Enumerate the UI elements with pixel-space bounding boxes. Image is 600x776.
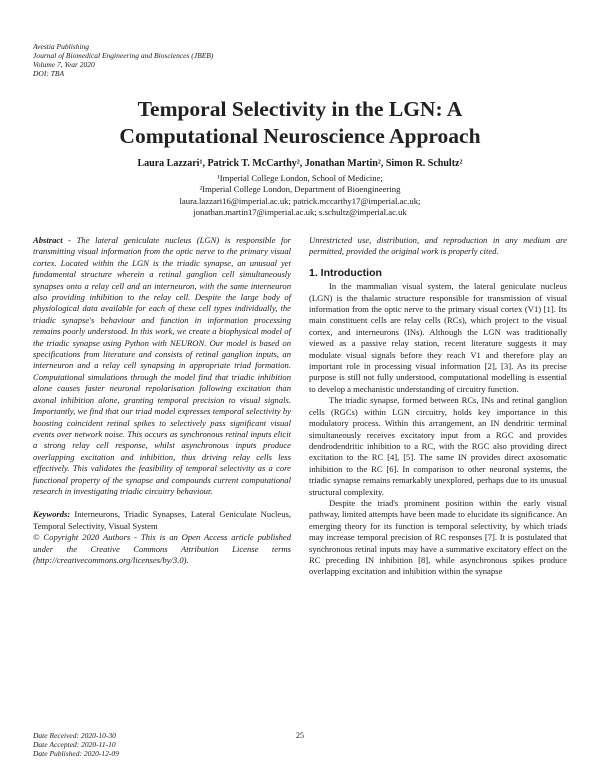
- date-accepted: Date Accepted: 2020-11-10: [33, 740, 116, 749]
- journal-header: [33, 42, 213, 78]
- paper-title: [40, 96, 560, 150]
- date-published: Date Published: 2020-12-09: [33, 749, 119, 758]
- page-number: 25: [296, 731, 304, 740]
- email-line: jonathan.martin17@imperial.ac.uk; s.schultz@imperial.ac.uk: [193, 206, 407, 217]
- copyright-notice: © Copyright 2020 Authors - This is an Open Access article published under the Creative Commons Attribution License terms (http://creativecommons.org/licenses/by/3.0).: [33, 532, 291, 565]
- left-column: [33, 235, 291, 566]
- date-received: Date Received: 2020-10-30: [33, 731, 116, 740]
- journal-name: Journal of Biomedical Engineering and Biosciences (JBEB): [33, 51, 214, 60]
- abstract: [33, 235, 291, 497]
- publisher: Avestia Publishing: [33, 42, 90, 51]
- right-column: [309, 235, 567, 578]
- keywords-text: Interneurons, Triadic Synapses, Lateral Geniculate Nucleus, Temporal Selectivity, Visual System: [33, 509, 291, 531]
- title-line-2: Computational Neuroscience Approach: [119, 124, 481, 148]
- keywords: [33, 509, 291, 532]
- affiliation-line: ²Imperial College London, Department of Bioengineering: [199, 184, 401, 195]
- title-line-1: Temporal Selectivity in the LGN: A: [137, 97, 463, 121]
- intro-paragraph: Despite the triad's prominent position within the early visual pathway, limited attempts have been made to elucidate its significance. An emerging theory for its function is temporal selectivity, by which triads may increase temporal precision of RC responses [7]. It is postulated that synchronous retinal inputs may have a summative excitatory effect on the RC preceding IN inhibition [8], while asynchronous spikes produce overlapping excitation and inhibition within the synapse: [309, 497, 567, 577]
- intro-paragraph: In the mammalian visual system, the lateral geniculate nucleus (LGN) is the thalamic structure responsible for transmission of visual information from the optic nerve to the primary visual cortex (V1) [1]. Its main constituent cells are relay cells (RCs), which project to the visual cortex, and interneurons (INs). Although the LGN was traditionally viewed as a passive relay station, recent literature suggests it may modulate visual signals before they reach V1 and therefore play an important role in processing visual information [2], [3]. As its precise purpose is still not fully understood, computational modelling is essential to develop a mechanistic understanding of circuitry function.: [309, 281, 567, 394]
- author-list: Laura Lazzari¹, Patrick T. McCarthy², Jonathan Martin², Simon R. Schultz²: [137, 158, 463, 169]
- license-continuation: Unrestricted use, distribution, and reproduction in any medium are permitted, provided the original work is properly cited.: [309, 235, 567, 257]
- affiliation-line: ¹Imperial College London, School of Medicine;: [217, 173, 383, 183]
- journal-doi: DOI: TBA: [33, 69, 65, 78]
- affiliations: [40, 173, 560, 218]
- abstract-text: The lateral geniculate nucleus (LGN) is responsible for transmitting visual information from the optic nerve to the primary visual cortex. Located within the LGN is the triadic synapse, an unusual yet fundamental structure wherein a retinal ganglion cell simultaneously synapses onto a relay cell and an interneuron, with the same interneuron also providing inhibition to the relay cell. Despite the large body of physiological data available for each of these cell types individually, the triadic synapse's behaviour and function in information processing remains poorly understood. In this work, we create a biophysical model of the triadic synapse using Python with NEURON. Our model is based on specifications from literature and consists of retinal ganglion inputs, an interneuron and a relay cell synapsing in appropriate triad formation. Computational simulations through the model find that triadic inhibition alone causes faster neuronal repolarisation following excitation than axonal inhibition alone, granting temporal precision to visual signals. Importantly, we find that our triad model expresses temporal selectivity by boosting coincident retinal spikes to selectively pass significant visual events over network noise. This occurs as synchronous retinal inputs elicit a strong relay cell response, whilst asynchronous inputs produce overlapping excitation and inhibition, thus driving relay cells less effectively. This validates the feasibility of temporal selectivity as a core functional property of the synapse and compounds current computational research in investigating triadic circuitry behaviour.: [33, 235, 291, 496]
- email-line: laura.lazzari16@imperial.ac.uk; patrick.mccarthy17@imperial.ac.uk;: [179, 195, 421, 206]
- intro-paragraph: The triadic synapse, formed between RCs, INs and retinal ganglion cells (RGCs) within LGN circuitry, holds key importance in this modulatory process. Within this arrangement, an IN dendritic terminal simultaneously receives excitatory input from a RGC and provides dendrodendritic inhibition to a RC, with the RGC also providing direct excitation to the RC [4], [5]. The same IN provides direct axosomatic inhibition to the RC [6]. In comparison to other neuronal systems, the triadic synapse remains remarkably unexplored, perhaps due to its unusual structural complexity.: [309, 395, 567, 497]
- abstract-label: Abstract -: [33, 235, 72, 245]
- journal-volume: Volume 7, Year 2020: [33, 60, 95, 69]
- section-heading-introduction: 1. Introduction: [309, 266, 382, 279]
- keywords-label: Keywords:: [33, 509, 71, 520]
